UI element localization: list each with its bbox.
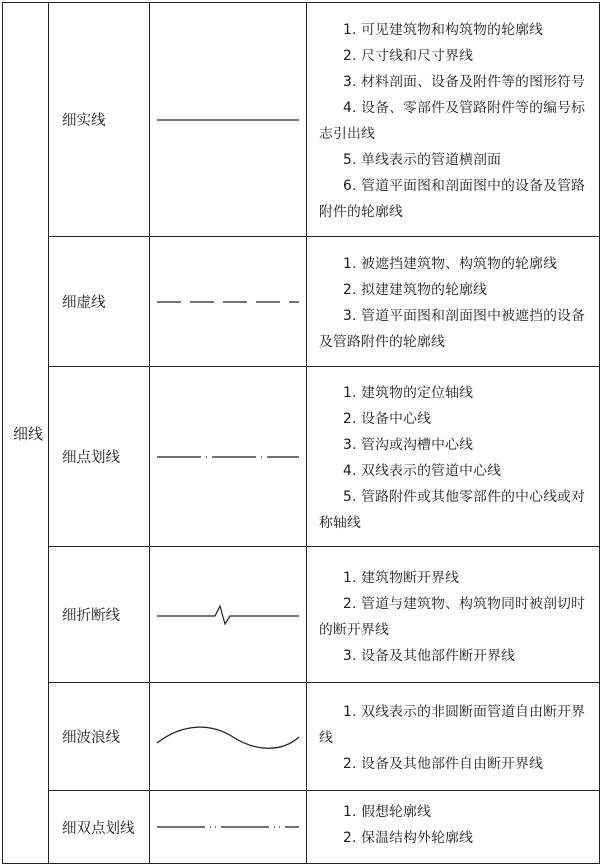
table-row — [3, 3, 600, 237]
break-line-sample — [153, 603, 303, 627]
usage-item: 4. 双线表示的管道中心线 — [343, 463, 502, 479]
usage-cell — [307, 547, 600, 683]
line-sample-cell — [150, 237, 307, 367]
solid-line-sample — [153, 115, 303, 125]
usage-item: 2. 拟建建筑物的轮廓线 — [343, 282, 488, 298]
line-sample-cell — [150, 3, 307, 237]
line-sample-cell — [150, 367, 307, 547]
usage-item: 1. 假想轮廓线 — [343, 804, 432, 820]
usage-cell — [307, 791, 600, 864]
line-type-name: 细波浪线 — [49, 683, 150, 791]
usage-list — [319, 17, 587, 225]
usage-item: 2. 尺寸线和尺寸界线 — [343, 47, 474, 64]
usage-item: 3. 材料剖面、设备及附件等的图形符号 — [343, 73, 586, 90]
line-sample-cell — [150, 547, 307, 683]
usage-list — [319, 565, 587, 669]
usage-item: 5. 单线表示的管道横剖面 — [343, 151, 502, 168]
dash-dot-line-sample — [153, 452, 303, 462]
usage-item: 2. 设备及其他部件自由断开界线 — [343, 755, 544, 772]
line-type-name: 细实线 — [49, 3, 150, 237]
usage-list — [319, 251, 587, 355]
usage-cell — [307, 3, 600, 237]
usage-item: 1. 双线表示的非圆断面管道自由断开界线 — [319, 703, 586, 746]
table-row — [3, 237, 600, 367]
line-group-label: 细线 — [3, 3, 49, 864]
line-sample-cell — [150, 683, 307, 791]
usage-item: 2. 设备中心线 — [343, 411, 432, 427]
line-type-name: 细折断线 — [49, 547, 150, 683]
line-type-name: 细点划线 — [49, 367, 150, 547]
line-type-name: 细虚线 — [49, 237, 150, 367]
usage-list — [319, 799, 587, 851]
usage-item: 3. 设备及其他部件断开界线 — [343, 647, 516, 664]
usage-list — [319, 380, 587, 536]
table-row — [3, 791, 600, 864]
usage-item: 1. 建筑物断开界线 — [343, 569, 460, 586]
table-row — [3, 367, 600, 547]
usage-item: 1. 被遮挡建筑物、构筑物的轮廓线 — [343, 256, 558, 272]
wavy-line-sample — [153, 719, 303, 755]
usage-item: 1. 建筑物的定位轴线 — [343, 385, 474, 401]
usage-cell — [307, 237, 600, 367]
table-row — [3, 547, 600, 683]
line-sample-cell — [150, 791, 307, 864]
usage-item: 6. 管道平面图和剖面图中的设备及管路附件的轮廓线 — [319, 177, 586, 220]
usage-item: 3. 管沟或沟槽中心线 — [343, 437, 474, 453]
usage-item: 2. 管道与建筑物、构筑物同时被剖切时的断开界线 — [319, 595, 586, 638]
usage-item: 5. 管路附件或其他零部件的中心线或对称轴线 — [319, 489, 586, 531]
double-dash-dot-line-sample — [153, 822, 303, 832]
line-type-table — [2, 2, 600, 864]
usage-item: 4. 设备、零部件及管路附件等的编号标志引出线 — [319, 99, 586, 142]
usage-list — [319, 699, 587, 777]
dashed-line-sample — [153, 297, 303, 307]
usage-item: 2. 保温结构外轮廓线 — [343, 830, 474, 846]
table-row — [3, 683, 600, 791]
usage-item: 1. 可见建筑物和构筑物的轮廓线 — [343, 21, 544, 38]
line-type-name: 细双点划线 — [49, 791, 150, 864]
usage-item: 3. 管道平面图和剖面图中被遮挡的设备及管路附件的轮廓线 — [319, 308, 586, 350]
usage-cell — [307, 367, 600, 547]
usage-cell — [307, 683, 600, 791]
